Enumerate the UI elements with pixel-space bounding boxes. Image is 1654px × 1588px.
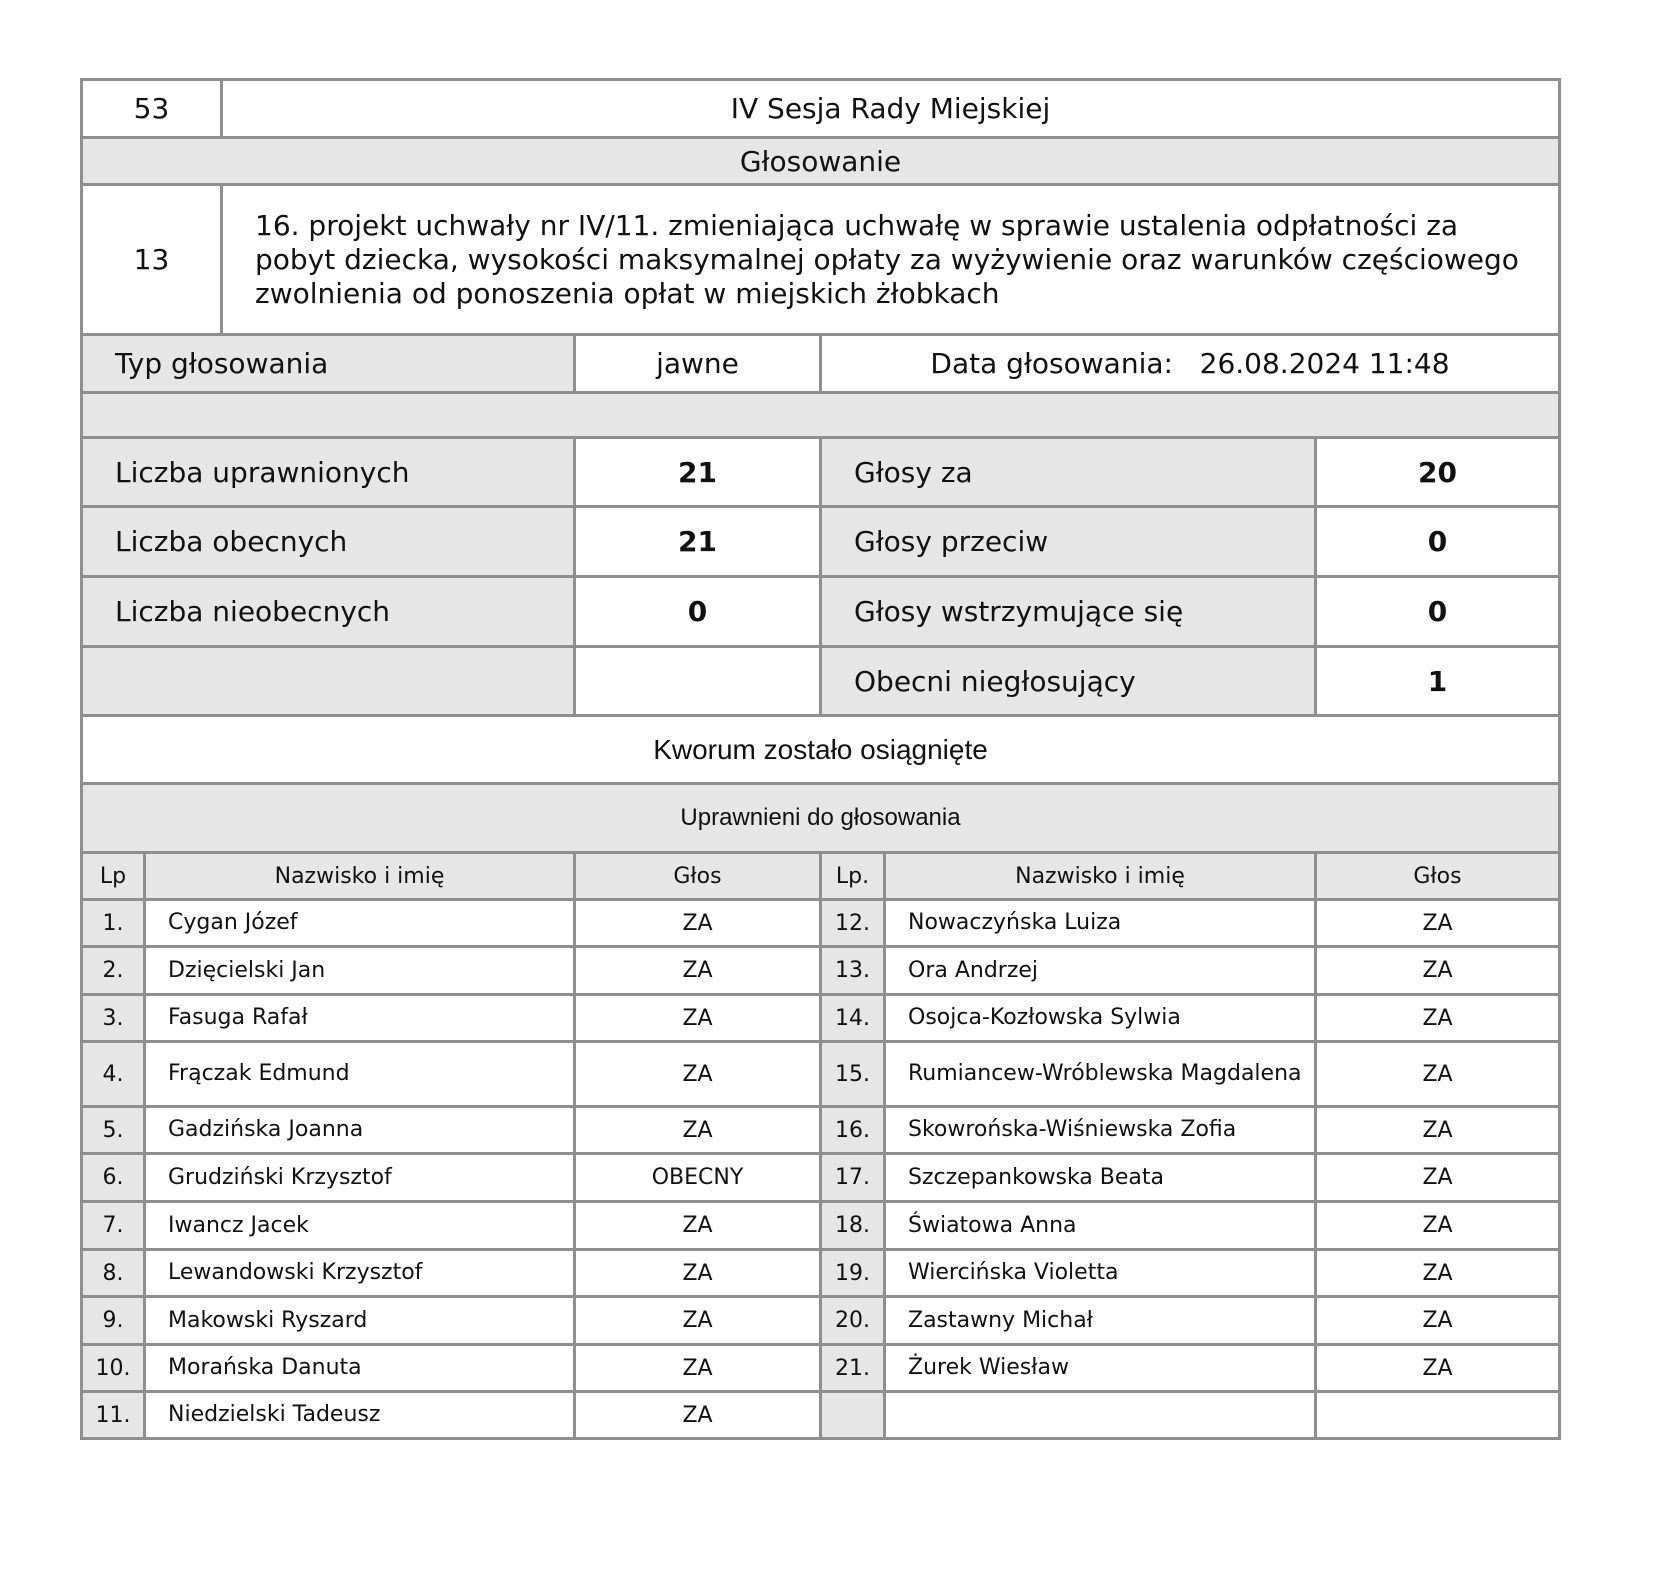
voter-name: Frączak Edmund <box>145 1042 575 1107</box>
voter-row <box>82 1154 1560 1202</box>
voter-name: Zastawny Michał <box>885 1297 1316 1345</box>
votes-abstain-value: 0 <box>1316 577 1560 647</box>
voter-name: Rumiancew-Wróblewska Magdalena <box>885 1042 1316 1107</box>
col-name-right: Nazwisko i imię <box>885 853 1316 900</box>
voter-vote: ZA <box>1316 900 1560 947</box>
voter-name <box>885 1392 1316 1439</box>
voter-vote: ZA <box>1316 947 1560 995</box>
voter-name: Cygan Józef <box>145 900 575 947</box>
not-voting-label: Obecni niegłosujący <box>821 647 1316 716</box>
vote-type-label: Typ głosowania <box>82 335 575 393</box>
voter-name: Wiercińska Violetta <box>885 1250 1316 1297</box>
absent-label: Liczba nieobecnych <box>82 577 575 647</box>
vote-stats-table <box>80 333 1561 785</box>
voter-lp: 16. <box>821 1107 885 1154</box>
vote-date-label: Data głosowania: <box>930 347 1173 380</box>
col-name-left: Nazwisko i imię <box>145 853 575 900</box>
not-voting-value: 1 <box>1316 647 1560 716</box>
voter-row <box>82 1392 1560 1439</box>
voter-name: Nowaczyńska Luiza <box>885 900 1316 947</box>
voter-lp: 17. <box>821 1154 885 1202</box>
voter-row <box>82 1107 1560 1154</box>
voter-vote: ZA <box>575 947 821 995</box>
quorum-status: Kworum zostało osiągnięte <box>82 716 1560 784</box>
voter-name: Ora Andrzej <box>885 947 1316 995</box>
voter-lp: 15. <box>821 1042 885 1107</box>
vote-date <box>821 335 1560 393</box>
voter-lp: 2. <box>82 947 145 995</box>
voter-vote: ZA <box>1316 995 1560 1042</box>
voter-lp: 19. <box>821 1250 885 1297</box>
voter-lp: 5. <box>82 1107 145 1154</box>
voter-lp: 4. <box>82 1042 145 1107</box>
voters-table <box>80 782 1561 1440</box>
voter-vote: ZA <box>575 1202 821 1250</box>
vote-type-value: jawne <box>575 335 821 393</box>
voter-vote: ZA <box>1316 1345 1560 1392</box>
empty-stat-label <box>82 647 575 716</box>
voter-lp: 21. <box>821 1345 885 1392</box>
voter-name: Skowrońska-Wiśniewska Zofia <box>885 1107 1316 1154</box>
voter-lp: 13. <box>821 947 885 995</box>
voter-vote: ZA <box>1316 1202 1560 1250</box>
voter-vote: ZA <box>1316 1154 1560 1202</box>
session-number: 53 <box>82 80 222 138</box>
voter-name: Światowa Anna <box>885 1202 1316 1250</box>
voter-vote: ZA <box>575 900 821 947</box>
voter-name: Żurek Wiesław <box>885 1345 1316 1392</box>
voter-name: Iwancz Jacek <box>145 1202 575 1250</box>
vote-title: 16. projekt uchwały nr IV/11. zmieniająca uchwałę w sprawie ustalenia odpłatności za pobyt dziecka, wysokości maksymalnej opłaty za wyżywienie oraz warunków częściowego zwolnienia od ponoszenia opłat w miejskich żłobkach <box>222 185 1560 335</box>
voter-row <box>82 1250 1560 1297</box>
voter-name: Morańska Danuta <box>145 1345 575 1392</box>
votes-against-label: Głosy przeciw <box>821 507 1316 577</box>
voter-lp: 12. <box>821 900 885 947</box>
voter-vote: ZA <box>575 1297 821 1345</box>
col-vote-left: Głos <box>575 853 821 900</box>
voter-vote: ZA <box>575 1392 821 1439</box>
vote-number: 13 <box>82 185 222 335</box>
votes-for-value: 20 <box>1316 438 1560 507</box>
vote-date-value: 26.08.2024 11:48 <box>1199 347 1450 380</box>
eligible-value: 21 <box>575 438 821 507</box>
voter-name: Grudziński Krzysztof <box>145 1154 575 1202</box>
voter-lp: 7. <box>82 1202 145 1250</box>
present-label: Liczba obecnych <box>82 507 575 577</box>
voter-row <box>82 947 1560 995</box>
eligible-label: Liczba uprawnionych <box>82 438 575 507</box>
votes-abstain-label: Głosy wstrzymujące się <box>821 577 1316 647</box>
voter-lp: 11. <box>82 1392 145 1439</box>
voter-name: Szczepankowska Beata <box>885 1154 1316 1202</box>
voter-vote: ZA <box>1316 1107 1560 1154</box>
voter-vote: OBECNY <box>575 1154 821 1202</box>
voter-lp: 3. <box>82 995 145 1042</box>
spacer-row <box>82 393 1560 438</box>
session-header-table <box>80 78 1561 336</box>
voter-lp: 10. <box>82 1345 145 1392</box>
empty-stat-value <box>575 647 821 716</box>
voter-lp <box>821 1392 885 1439</box>
voter-vote: ZA <box>1316 1250 1560 1297</box>
section-label: Głosowanie <box>82 138 1560 185</box>
voter-lp: 18. <box>821 1202 885 1250</box>
voter-row <box>82 1202 1560 1250</box>
voter-row <box>82 1042 1560 1107</box>
voter-name: Gadzińska Joanna <box>145 1107 575 1154</box>
voter-name: Makowski Ryszard <box>145 1297 575 1345</box>
col-lp-left: Lp <box>82 853 145 900</box>
session-title: IV Sesja Rady Miejskiej <box>222 80 1560 138</box>
voter-lp: 14. <box>821 995 885 1042</box>
voter-lp: 6. <box>82 1154 145 1202</box>
voter-vote: ZA <box>1316 1042 1560 1107</box>
voting-protocol-page <box>80 78 1561 1440</box>
voter-name: Dzięcielski Jan <box>145 947 575 995</box>
voter-name: Fasuga Rafał <box>145 995 575 1042</box>
voter-lp: 1. <box>82 900 145 947</box>
voter-row <box>82 1345 1560 1392</box>
voter-vote: ZA <box>575 1345 821 1392</box>
voter-lp: 9. <box>82 1297 145 1345</box>
votes-for-label: Głosy za <box>821 438 1316 507</box>
absent-value: 0 <box>575 577 821 647</box>
voter-vote: ZA <box>1316 1297 1560 1345</box>
voter-row <box>82 1297 1560 1345</box>
voter-vote: ZA <box>575 1042 821 1107</box>
voter-row <box>82 995 1560 1042</box>
votes-against-value: 0 <box>1316 507 1560 577</box>
voter-vote: ZA <box>575 995 821 1042</box>
present-value: 21 <box>575 507 821 577</box>
col-vote-right: Głos <box>1316 853 1560 900</box>
voter-name: Osojca-Kozłowska Sylwia <box>885 995 1316 1042</box>
voter-lp: 20. <box>821 1297 885 1345</box>
voter-name: Lewandowski Krzysztof <box>145 1250 575 1297</box>
voter-name: Niedzielski Tadeusz <box>145 1392 575 1439</box>
voters-title: Uprawnieni do głosowania <box>82 784 1560 853</box>
col-lp-right: Lp. <box>821 853 885 900</box>
voter-row <box>82 900 1560 947</box>
voter-vote <box>1316 1392 1560 1439</box>
voter-vote: ZA <box>575 1107 821 1154</box>
voter-lp: 8. <box>82 1250 145 1297</box>
voter-vote: ZA <box>575 1250 821 1297</box>
